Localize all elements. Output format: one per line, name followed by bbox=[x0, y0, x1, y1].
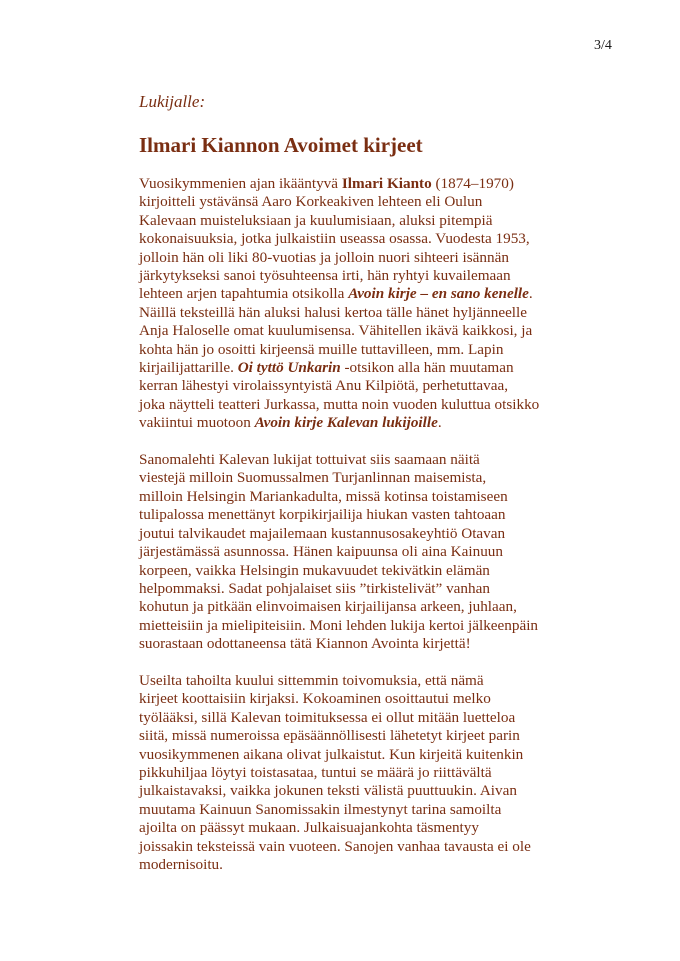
text-line bbox=[139, 746, 569, 764]
text-segment: Kalevaan muisteluksiaan ja kuulumisiaan, aluksi pitempiä bbox=[139, 211, 493, 229]
text-segment: järkytykseksi sanoi työsuhteensa irti, hän ryhtyi kuvailemaan bbox=[139, 267, 511, 285]
text-segment: siitä, missä numeroissa epäsäännöllisesti lähetetyt kirjeet parin bbox=[139, 727, 520, 745]
text-line bbox=[139, 304, 569, 322]
text-line bbox=[139, 396, 569, 414]
text-segment: tulipalossa menettänyt korpikirjailija hiukan vasten tahtoaan bbox=[139, 506, 506, 524]
salutation: Lukijalle: bbox=[139, 92, 206, 111]
text-segment: järjestämässä asunnossa. Hänen kaipuunsa oli aina Kainuun bbox=[139, 543, 503, 561]
text-line bbox=[139, 635, 569, 653]
text-segment: milloin Helsingin Mariankadulta, missä kotinsa toistamiseen bbox=[139, 487, 508, 505]
text-line bbox=[139, 175, 569, 193]
emphasized-text: Avoin kirje – en sano kenelle bbox=[348, 285, 529, 303]
text-segment: joutui talvikaudet majailemaan kustannusosakeyhtiö Otavan bbox=[139, 524, 506, 542]
text-line bbox=[139, 856, 569, 874]
text-segment: lehteen arjen tapahtumia otsikolla bbox=[139, 285, 349, 303]
text-line bbox=[139, 672, 569, 690]
text-segment: Vuosikymmenien ajan ikääntyvä bbox=[139, 175, 342, 192]
text-line bbox=[139, 230, 569, 248]
text-segment: (1874–1970) bbox=[431, 175, 514, 192]
text-line bbox=[139, 285, 569, 303]
text-segment: ajoilta on päässyt mukaan. Julkaisuajankohta täsmentyy bbox=[139, 819, 479, 837]
text-line bbox=[139, 267, 569, 285]
text-segment: kirjailijattarille. bbox=[139, 359, 238, 377]
page-number: 3/4 bbox=[594, 38, 612, 53]
text-segment: jolloin hän oli liki 80-vuotias ja jolloin nuori sihteeri isännän bbox=[139, 248, 509, 266]
paragraph bbox=[139, 451, 569, 653]
text-line bbox=[139, 801, 569, 819]
text-segment: suorastaan odottaneensa tätä Kiannon Avointa kirjettä! bbox=[139, 635, 471, 653]
text-segment: helpommaksi. Sadat pohjalaiset siis ”tirkistelivät” vanhan bbox=[139, 579, 490, 597]
text-line bbox=[139, 727, 569, 745]
paragraph bbox=[139, 672, 569, 874]
text-line bbox=[139, 543, 569, 561]
text-line bbox=[139, 525, 569, 543]
text-segment: kerran lähestyi virolaissyntyistä Anu Kilpiötä, perhetuttavaa, bbox=[139, 377, 509, 395]
text-line bbox=[139, 764, 569, 782]
text-segment: modernisoitu. bbox=[139, 856, 223, 873]
text-line bbox=[139, 506, 569, 524]
text-segment: -otsikon alla hän muutaman bbox=[340, 359, 514, 377]
text-segment: pikkuhiljaa löytyi toistasataa, tuntui se määrä jo riittävältä bbox=[139, 763, 492, 781]
text-line bbox=[139, 709, 569, 727]
emphasized-text: Avoin kirje Kalevan lukijoille bbox=[254, 414, 438, 432]
text-line bbox=[139, 249, 569, 267]
text-segment: . bbox=[437, 414, 442, 432]
body-text bbox=[139, 175, 569, 893]
text-segment: kirjoitteli ystävänsä Aaro Korkeakiven lehteen eli Oulun bbox=[139, 193, 483, 211]
text-segment: korpeen, vaikka Helsingin mukavuudet tekivätkin elämän bbox=[139, 561, 490, 579]
text-line bbox=[139, 819, 569, 837]
text-segment: vuosikymmenen aikana olivat julkaistut. Kun kirjeitä kuitenkin bbox=[139, 745, 524, 763]
text-segment: vakiintui muotoon bbox=[139, 414, 255, 432]
emphasized-text: Oi tyttö Unkarin bbox=[237, 359, 341, 377]
text-line bbox=[139, 322, 569, 340]
text-line bbox=[139, 451, 569, 469]
text-segment: joissakin teksteissä vain vuoteen. Sanojen vanhaa tavausta ei ole bbox=[139, 837, 531, 855]
paragraph bbox=[139, 175, 569, 433]
emphasized-text: Ilmari Kianto bbox=[341, 175, 432, 192]
text-segment: kohutun ja pitkään elinvoimaisen kirjailijansa arkeen, juhlaan, bbox=[139, 598, 517, 616]
text-line bbox=[139, 690, 569, 708]
text-segment: julkaistavaksi, vaikka jokunen teksti välistä puuttuukin. Aivan bbox=[139, 782, 517, 800]
text-segment: Useilta tahoilta kuului sittemmin toivomuksia, että nämä bbox=[139, 671, 484, 689]
text-segment: Näillä teksteillä hän aluksi halusi kertoa tälle hänet hyljänneelle bbox=[139, 303, 527, 321]
text-line bbox=[139, 377, 569, 395]
text-line bbox=[139, 562, 569, 580]
page-title: Ilmari Kiannon Avoimet kirjeet bbox=[139, 133, 423, 157]
text-line bbox=[139, 193, 569, 211]
text-segment: . bbox=[528, 285, 533, 303]
text-segment: mietteisiin ja mielipiteisiin. Moni lehden lukija kertoi jälkeenpäin bbox=[139, 616, 539, 634]
text-segment: kirjeet koottaisiin kirjaksi. Kokoaminen osoittautui melko bbox=[139, 690, 491, 708]
text-segment: joka näytteli teatteri Jurkassa, mutta noin vuoden kuluttua otsikko bbox=[139, 395, 540, 413]
text-line bbox=[139, 359, 569, 377]
text-line bbox=[139, 414, 569, 432]
text-segment: viestejä milloin Suomussalmen Turjanlinnan maisemista, bbox=[139, 469, 487, 487]
text-line bbox=[139, 212, 569, 230]
text-line bbox=[139, 838, 569, 856]
text-line bbox=[139, 488, 569, 506]
text-line bbox=[139, 580, 569, 598]
text-line bbox=[139, 617, 569, 635]
text-segment: Sanomalehti Kalevan lukijat tottuivat siis saamaan näitä bbox=[139, 451, 480, 469]
text-line bbox=[139, 469, 569, 487]
text-segment: kohta hän jo osoitti kirjeensä muille tuttavilleen, mm. Lapin bbox=[139, 340, 504, 358]
text-segment: muutama Kainuun Sanomissakin ilmestynyt tarina samoilta bbox=[139, 800, 502, 818]
text-line bbox=[139, 341, 569, 359]
text-line bbox=[139, 782, 569, 800]
text-segment: työlääksi, sillä Kalevan toimituksessa ei ollut mitään luetteloa bbox=[139, 708, 516, 726]
text-line bbox=[139, 598, 569, 616]
text-segment: kokonaisuuksia, jotka julkaistiin useassa osassa. Vuodesta 1953, bbox=[139, 230, 530, 248]
text-segment: Anja Haloselle omat kuulumisensa. Vähitellen ikävä kaikkosi, ja bbox=[139, 322, 533, 340]
